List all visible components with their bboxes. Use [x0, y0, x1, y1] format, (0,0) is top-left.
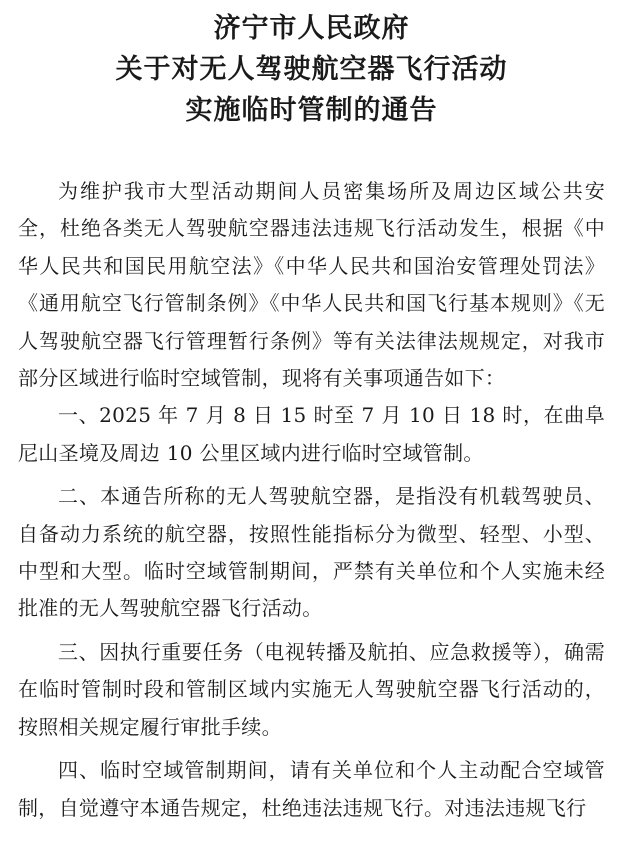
paragraph-item-1: 一、2025 年 7 月 8 日 15 时至 7 月 10 日 18 时，在曲阜尼山圣境及周边 10 公里区域内进行临时空域管制。	[18, 403, 605, 465]
notice-title	[18, 8, 605, 131]
title-line-subject: 关于对无人驾驶航空器飞行活动	[115, 54, 508, 85]
paragraph-item-3: 三、因执行重要任务（电视转播及航拍、应急救援等），确需在临时管制时段和管制区域内实施无人驾驶航空器飞行活动的，按照相关规定履行审批手续。	[18, 639, 605, 739]
paragraph-item-2: 二、本通告所称的无人驾驶航空器，是指没有机载驾驶员、自备动力系统的航空器，按照性能指标分为微型、轻型、小型、中型和大型。临时空域管制期间，严禁有关单位和个人实施未经批准的无人驾驶航空器飞行活动。	[18, 484, 605, 621]
paragraph-item-4: 四、临时空域管制期间，请有关单位和个人主动配合空域管制，自觉遵守本通告规定，杜绝违法违规飞行。对违法违规飞行	[18, 758, 605, 820]
title-line-type: 实施临时管制的通告	[185, 95, 438, 126]
title-line-issuer: 济宁市人民政府	[213, 13, 410, 44]
notice-body	[18, 173, 605, 827]
paragraph-preamble: 为维护我市大型活动期间人员密集场所及周边区域公共安全，杜绝各类无人驾驶航空器违法违规飞行活动发生，根据《中华人民共和国民用航空法》《中华人民共和国治安管理处罚法》《通用航空飞行管制条例》《中华人民共和国飞行基本规则》《无人驾驶航空器飞行管理暂行条例》等有关法律法规规定，对我市部分区域进行临时空域管制，现将有关事项通告如下：	[18, 179, 605, 391]
